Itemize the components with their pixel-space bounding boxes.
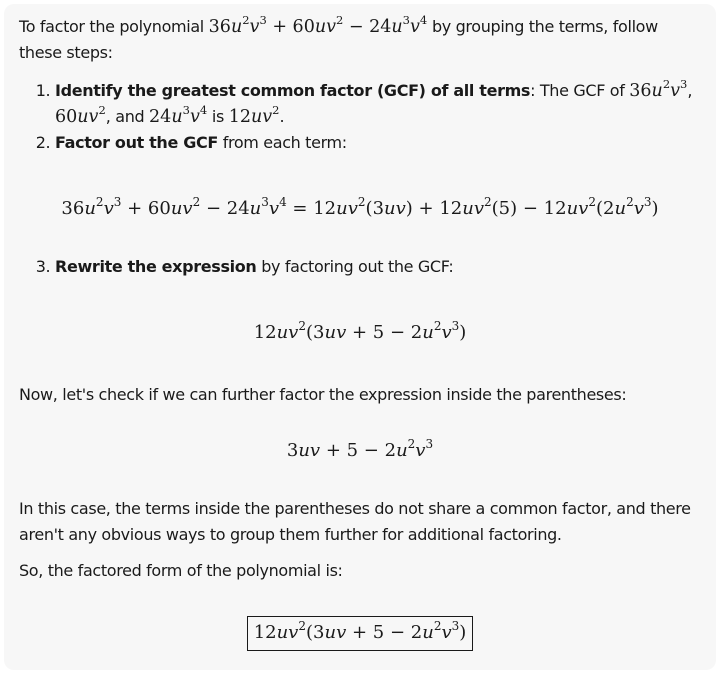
gcf-math: $12uv^2$ (228, 103, 280, 127)
term-1-math: $36u^2v^3$ (629, 77, 688, 101)
step-3 (55, 254, 701, 280)
step-2-bold: Factor out the GCF (55, 133, 218, 152)
step-2 (55, 130, 701, 156)
response-card (4, 4, 716, 670)
conclusion-paragraph: In this case, the terms inside the parentheses do not share a common factor, and there aren't any obvious ways to group them further for additional factoring. (19, 499, 691, 544)
equation-final-boxed-wrap (19, 616, 701, 651)
equation-inner: $3uv + 5 - 2u^2v^3$ (286, 437, 434, 461)
steps-list (19, 78, 701, 156)
step-3-text: by factoring out the GCF: (256, 257, 454, 276)
step-1 (55, 78, 701, 130)
intro-after: by grouping the terms, follow these steps: (19, 17, 658, 62)
intro-paragraph (19, 14, 701, 66)
equation-rewritten: $12uv^2(3uv + 5 - 2u^2v^3)$ (253, 319, 467, 343)
step-1-bold: Identify the greatest common factor (GCF) of all terms (55, 81, 531, 100)
equation-factor-out: $36u^2v^3 + 60uv^2 - 24u^3v^4 = 12uv^2(3uv) + 12uv^2(5) - 12uv^2(2u^2v^3)$ (61, 195, 659, 219)
step-1-text: : The GCF of $36u^2v^3$, $60uv^2$, and $24u^3v^4$ is $12uv^2$. (55, 77, 693, 127)
step-2-text: from each term: (217, 133, 347, 152)
intro-polynomial-math: $36u^2v^3 + 60uv^2 - 24u^3v^4$ (208, 13, 428, 37)
term-2-math: $60uv^2$ (55, 103, 106, 127)
step-3-bold: Rewrite the expression (55, 257, 257, 276)
term-3-math: $24u^3v^4$ (149, 103, 208, 127)
check-paragraph: Now, let's check if we can further factor the expression inside the parentheses: (19, 385, 627, 404)
final-intro-paragraph: So, the factored form of the polynomial is: (19, 561, 343, 580)
steps-list-continued (19, 254, 701, 280)
equation-final-boxed: $12uv^2(3uv + 5 - 2u^2v^3)$ (247, 616, 474, 651)
intro-before: To factor the polynomial (19, 17, 209, 36)
